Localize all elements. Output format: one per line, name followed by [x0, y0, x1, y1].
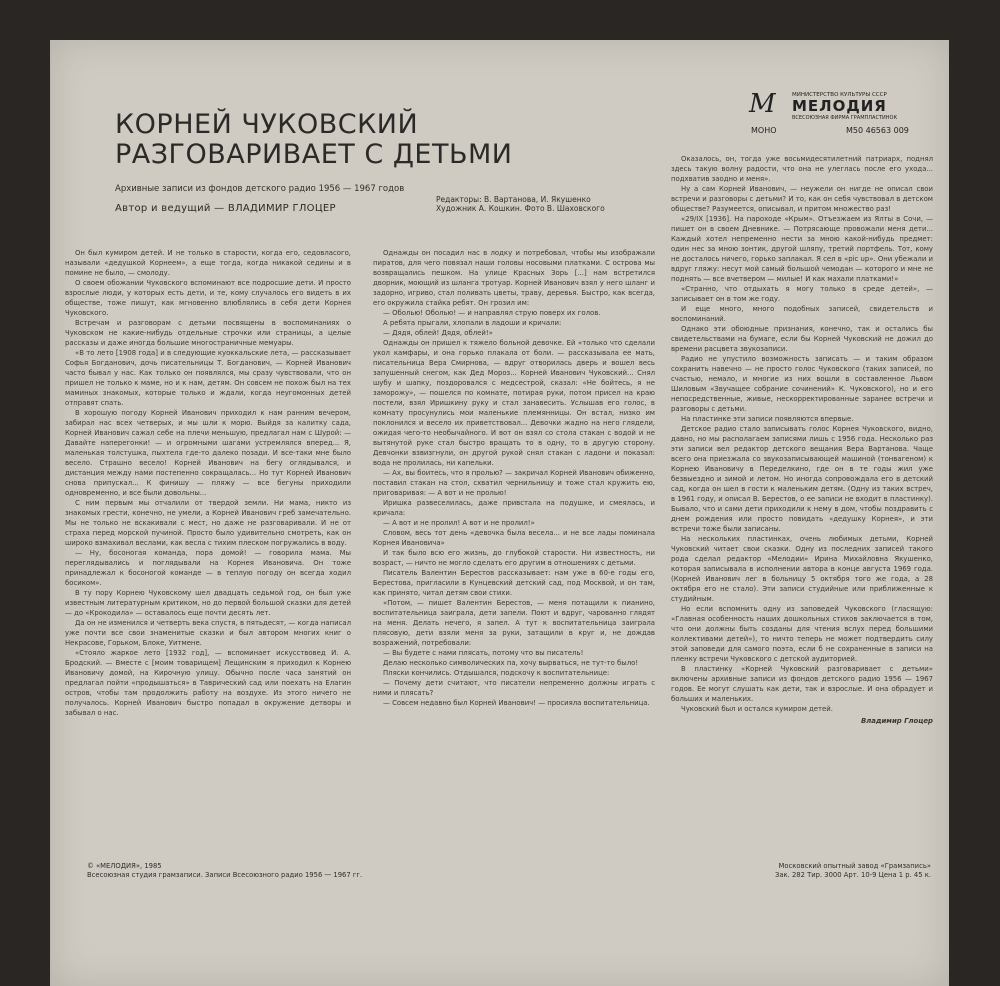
album-title-line-1: КОРНЕЙ ЧУКОВСКИЙ [115, 109, 419, 140]
paragraph: Чуковский был и остался кумиром детей. [681, 705, 833, 713]
paragraph: И еще много, много подобных записей, свидетельств и воспоминаний. [671, 305, 933, 323]
paragraph: Делаю несколько символических па, хочу вырваться, не тут-то было! [383, 659, 639, 667]
order-price-line: Зак. 282 Тир. 3000 Арт. 10-9 Цена 1 р. 45 к. [775, 871, 931, 879]
melodiya-mark-icon: М [749, 89, 776, 119]
paragraph: — Ну, босоногая команда, пора домой! — говорила мама. Мы переглядывались и поглядывали на Корнея Ивановича. Он тоже принадлежал к босоногой команде — в теплую погоду он всегда ходил босиком». [65, 549, 351, 587]
paragraph: Ну а сам Корней Иванович, — неужели он нигде не описал свои встречи и разговоры с детьми? И то, как он себя чувствовал в детском обществе? Разумеется, описывал, и притом множество раз! [671, 185, 933, 213]
text-column-3 [671, 154, 933, 726]
artist-photo-line: Художник А. Кошкин. Фото В. Шаховского [436, 204, 605, 213]
author-line: Автор и ведущий — ВЛАДИМИР ГЛОЦЕР [115, 203, 336, 214]
paragraph: Однажды он пришел к тяжело больной девочке. Ей «только что сделали укол камфары, и она горько плакала от боли. — рассказывала ее мать, писательница Вера Смирнова, — вдруг отворилась дверь и вошел весь запушенный снегом, как Дед Мороз... Корней Иванович Чуковский... Снял шубу и шапку, поздоровался с медсестрой, сказал: «Не бойтесь, я не заморожу», — пошелся по комнате, потирая руки, потом присел на краю постели, взял Иришкину руку и стал занавесить. Услышав его голос, в комнату просунулись мои маленькие племянницы. Он встал, низко им поклонился и весело их приветствовал... Девочки жадно на него глядели, ожидая чего-то необычайного. И вот он взял со стола стакан с водой и не вытянутой руке стал быстро вращать то в одну, то в другую сторону. Девчонки взвизгнули, он другой рукой снял стакан с ладони и показал: вода не пролилась, ни капельки. [373, 339, 655, 467]
paragraph: Писатель Валентин Берестов рассказывает: нам уже в 60-е годы его, Берестова, пригласили в Кунцевский детский сад, под Москвой, и он там, как принято, читал детям свои стихи. [373, 569, 655, 597]
copyright-line: © «МЕЛОДИЯ», 1985 [87, 862, 162, 870]
paragraph: Детское радио стало записывать голос Корнея Чуковского, видно, давно, но мы располагаем записями лишь с 1956 года. Несколько раз эти записи вел редактор детского вещания Вера Вартанова. Чаще всего она приезжала со звукозаписывающей машиной (тонвагеном) к Корнею Ивановичу в Переделкино, где он в те годы жил уже безвыездно и зимой и летом. Но иногда сопровождала его в детский сад, когда он шел в гости к маленьким детям. (Одну из таких встреч, в 1961 году, и описал В. Берестов, о ее записи не входит в пластинку). Бывало, что и сами дети приходили к нему в дом, чтобы поздравить с днем рождения или просто повидать «дедушку Корнея», и эти встречи тоже были записаны. [671, 425, 933, 533]
paragraph: На пластинке эти записи появляются впервые. [681, 415, 854, 423]
format-mono: МОНО [751, 126, 777, 135]
archive-subtitle: Архивные записи из фондов детского радио 1956 — 1967 годов [115, 184, 405, 194]
text-column-2 [373, 248, 655, 708]
paragraph: С ним первым мы отчалили от твердой земли. Ни мама, никто из знакомых грести, конечно, не умели, а Корней Иванович греб замечательно. Мы не только не вскакивали с мест, но даже не разговаривали. И не от страха перед морской пучиной. Просто было удивительно смотреть, как он широко взмахивал веслами, как весла с тихим плеском погружались в воду. [65, 499, 351, 547]
paragraph: Однако эти обоюдные признания, конечно, так и остались бы свидетельствами на бумаге, если бы Корней Чуковский не дожил до времени расцвета звукозаписи. [671, 325, 933, 353]
paragraph: Встречам и разговорам с детьми посвящены в воспоминаниях о Чуковском не какие-нибудь отдельные строчки или страницы, а целые рассказы и даже иногда большие многостраничные мемуары. [65, 319, 351, 347]
paragraph: О своем обожании Чуковского вспоминают все подросшие дети. И просто взрослые люди, у которых есть дети, и те, кому случалось его видеть в их обществе, тоже пишут, как мгновенно влюблялись в себя дети Корнея Чуковского. [65, 279, 351, 317]
paragraph: Словом, весь тот день «девочка была весела... и не все лады поминала Корнея Ивановича» [373, 529, 655, 547]
paragraph: Но если вспомнить одну из заповедей Чуковского (гласящую: «Главная особенность наших дошкольных стихов заключается в том, что они должны быть созданы для чтения вслух перед большими коллективами детей»), то ничто теперь не может подтвердить силу этой заповеди для самого поэта, если б не сохраненные в записи на пленку встречи Чуковского с детской аудиторией. [671, 605, 933, 663]
paragraph: — Ах, вы боитесь, что я пролью? — закричал Корней Иванович обиженно, поставил стакан на стол, схватил чернильницу и тоже стал кружить ею, приговаривая: — А вот и не пролью! [373, 469, 655, 497]
studio-line: Всесоюзная студия грамзаписи. Записи Всесоюзного радио 1956 — 1967 гг. [87, 871, 363, 879]
firm-text: ВСЕСОЮЗНАЯ ФИРМА ГРАМПЛАСТИНОК [792, 115, 898, 121]
text-column-1 [65, 248, 351, 718]
paragraph: Да он не изменился и четверть века спустя, в пятьдесят, — когда написал уже почти все свои знаменитые сказки и был автором многих книг о Некрасове, Горьком, Блоке, Уитмене. [65, 619, 351, 647]
paragraph: «Странно, что отдыхать я могу только в среде детей», — записывает он в том же году. [671, 285, 933, 303]
paragraph: На нескольких пластинках, очень любимых детьми, Корней Чуковский читает свои сказки. Одну из последних записей такого рода сделал редактор «Мелодии» Ирина Михайловна Якушенко, которая записывала в исполнении автора в конце августа 1969 года. (Корней Иванович лег в больницу 5 октября того же года, а 28 октября его не стало). Эти записи студийные или приближенные к студийным. [671, 535, 933, 603]
paragraph: — Совсем недавно был Корней Иванович! — просияла воспитательница. [383, 699, 650, 707]
paragraph: В хорошую погоду Корней Иванович приходил к нам ранним вечером, забирал нас всех четверых, и мы шли к морю. Выйдя за калитку сада, Корней Иванович сажал себе на плечи меньшую, предлагал нам с Шурой: — Давайте наперегонки! — и огромными шагами устремлялся вперед... Я, маленькая толстушка, пыхтела где-то далеко позади. И все-таки мне было весело. Страшно весело! Корней Иванович на бегу оглядывался, и дистанция между нами постепенно сокращалась... Но тут Корней Иванович снова припускал... К финишу — пляжу — все бегуны приходили одновременно, и все были довольны... [65, 409, 351, 497]
paragraph: Он был кумиром детей. И не только в старости, когда его, седовласого, называли «дедушкой Корнеем», а еще тогда, когда никакой седины и в помине не было, — смолоду. [65, 249, 351, 277]
editors-credits [436, 195, 605, 213]
paragraph: Иришка развеселилась, даже привстала на подушке, и смеялась, и кричала: [373, 499, 655, 517]
album-title [115, 110, 512, 170]
paragraph: Пляски кончились. Отдышался, подскочу к воспитательнице: [383, 669, 610, 677]
album-title-line-2: РАЗГОВАРИВАЕТ С ДЕТЬМИ [115, 139, 513, 170]
paragraph: «29/IX [1936]. На пароходе «Крым». Отъезжаем из Ялты в Сочи, — пишет он в своем Дневнике. — Потрясающе провожали меня дети... Каждый хотел непременно нести за мною какой-нибудь предмет: один нес за мною зонтик, другой шляпу, третий портфель. Тот, кому не досталось ничего, горько заплакал. Я сел в «pic up». Они убежали и вдруг гляжу: несут мой самый большой чемодан — которого и мне не поднять — все вчетвером — милые! И как махали платками!» [671, 215, 933, 283]
manufacturer-footer [741, 862, 931, 880]
paragraph: В ту пору Корнею Чуковскому шел двадцать седьмой год, он был уже известным литературным критиком, но до первой большой сказки для детей — до «Крокодила» — оставалось еще почти десять лет. [65, 589, 351, 617]
paragraph: — А вот и не пролил! А вот и не пролил!» [383, 519, 535, 527]
catalog-number: М50 46563 009 [846, 126, 909, 135]
paragraph: А ребята прыгали, хлопали в ладоши и кричали: [383, 319, 562, 327]
record-sleeve-back [50, 40, 949, 986]
paragraph: — Вы будете с нами плясать, потому что вы писатель! [383, 649, 584, 657]
paragraph: «В то лето [1908 года] и в следующие куоккальские лета, — рассказывает Софья Богданович, дочь писательницы Т. Богданович, — Корней Иванович часто бывал у нас. Как только он появлялся, мы сразу чувствовали, что он пришел не только к маме, но и к нам, детям. Он совсем не похож был на тех маминых знакомых, которые только и ждали, когда неугомонных детей отправят спать. [65, 349, 351, 407]
factory-line: Московский опытный завод «Грамзапись» [778, 862, 931, 870]
copyright-footer [87, 862, 362, 880]
paragraph: — Почему дети считают, что писатели непременно должны играть с ними и плясать? [373, 679, 655, 697]
editors-line: Редакторы: В. Вартанова, И. Якушенко [436, 195, 591, 204]
paragraph: Оказалось, он, тогда уже восьмидесятилетний патриарх, поднял здесь такую волну радости, что она не улеглась после его ухода... подхватив заодно и меня». [671, 155, 933, 183]
paragraph: Однажды он посадил нас в лодку и потребовал, чтобы мы изображали пиратов, для чего повязал наши головы носовыми платками. С острова мы возвращались пешком. На улице Красных Зорь [...] нам встретился дворник, моющий из шланга тротуар. Корней Иванович взял у него шланг и задорно, игриво, стал поливать цветы, траву, деревья. Быстро, как всегда, его окружила стайка ребят. Он грозил им: [373, 249, 655, 307]
ministry-text: МИНИСТЕРСТВО КУЛЬТУРЫ СССР [792, 92, 887, 98]
label-name: МЕЛОДИЯ [792, 97, 887, 115]
paragraph: — Оболью! Оболью! — и направлял струю поверх их голов. [383, 309, 601, 317]
paragraph: — Дядя, облей! Дядя, облей!» [383, 329, 493, 337]
paragraph: И так было всю его жизнь, до глубокой старости. Ни известность, ни возраст, — ничто не могло сделать его другим в отношениях с детьми. [373, 549, 655, 567]
signature: Владимир Глоцер [860, 717, 933, 725]
paragraph: «Потом, — пишет Валентин Берестов, — меня потащили к пианино, воспитательница заиграла, дети запели. Поют и вдруг, чарованно глядят на меня. Делать нечего, я запел. А тут к воспитательница заиграла плясовую, дети взяли меня за руки, затащили в круг и, не дождав возражений, потребовали: [373, 599, 655, 647]
paragraph: Радио не упустило возможность записать — и таким образом сохранить навечно — не просто голос Чуковского (таких записей, по счастью, немало, и многие из них вошли в составленное Львом Шиловым «Звучащее собрание сочинений» К. Чуковского), но и его непосредственные, живые, нескорректированные заранее встречи и разговоры с детьми. [671, 355, 933, 413]
paragraph: В пластинку «Корней Чуковский разговаривает с детьми» включены архивные записи из фондов детского радио 1956 — 1967 годов. Ее могут слушать как дети, так и взрослые. И она обрадует и больших и маленьких. [671, 665, 933, 703]
paragraph: «Стояло жаркое лето [1932 год], — вспоминает искусствовед И. А. Бродский. — Вместе с [моим товарищем] Лещинским я приходил к Корнею Ивановичу домой, на Кирочную улицу. Обычно после часа занятий он предлагал пойти «продышаться» в Таврический сад или поехать на Елагин остров, чтобы там продолжить работу на воздухе. Из этого ничего не получалось. Корней Иванович быстро попадал в окружение детворы и забывал о нас. [65, 649, 351, 717]
